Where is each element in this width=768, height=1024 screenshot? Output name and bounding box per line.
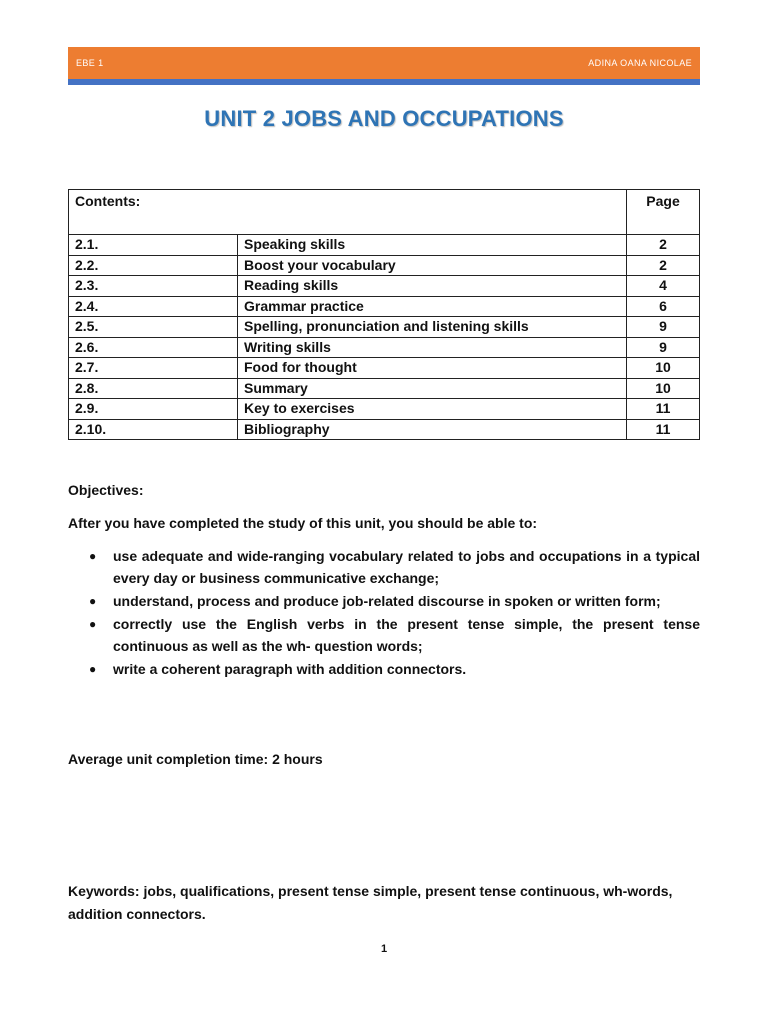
unit-title: UNIT 2 JOBS AND OCCUPATIONS bbox=[204, 106, 564, 131]
contents-label: Contents: bbox=[69, 190, 627, 235]
toc-title: Food for thought bbox=[238, 358, 627, 379]
toc-title: Grammar practice bbox=[238, 296, 627, 317]
toc-number: 2.10. bbox=[69, 419, 238, 440]
objective-text: correctly use the English verbs in the present tense simple, the present tense continuous as well as the wh- question words; bbox=[113, 616, 700, 654]
toc-page: 11 bbox=[627, 419, 700, 440]
objectives-intro: After you have completed the study of this unit, you should be able to: bbox=[68, 515, 538, 531]
toc-row bbox=[69, 317, 700, 338]
toc-number: 2.1. bbox=[69, 235, 238, 256]
objective-text: use adequate and wide-ranging vocabulary related to jobs and occupations in a typical every day or business communicative exchange; bbox=[113, 548, 700, 586]
page-number: 1 bbox=[380, 943, 388, 955]
toc-title: Spelling, pronunciation and listening skills bbox=[238, 317, 627, 338]
toc-row bbox=[69, 276, 700, 297]
toc-page: 2 bbox=[627, 235, 700, 256]
bullet-icon: ● bbox=[89, 549, 97, 563]
toc-page: 11 bbox=[627, 399, 700, 420]
objective-text: understand, process and produce job-related discourse in spoken or written form; bbox=[113, 593, 661, 609]
objective-item bbox=[68, 545, 700, 589]
objective-item bbox=[68, 613, 700, 657]
contents-table bbox=[68, 189, 700, 440]
header-band bbox=[68, 47, 700, 79]
contents-header-row bbox=[69, 190, 700, 235]
objectives-list bbox=[68, 545, 700, 681]
page-label: Page bbox=[627, 190, 700, 235]
toc-title: Speaking skills bbox=[238, 235, 627, 256]
completion-time: Average unit completion time: 2 hours bbox=[68, 751, 323, 767]
toc-number: 2.4. bbox=[69, 296, 238, 317]
header-left-text: EBE 1 bbox=[76, 58, 104, 68]
toc-page: 6 bbox=[627, 296, 700, 317]
toc-title: Bibliography bbox=[238, 419, 627, 440]
toc-page: 9 bbox=[627, 337, 700, 358]
toc-number: 2.7. bbox=[69, 358, 238, 379]
objective-item bbox=[68, 590, 700, 612]
header-rule bbox=[68, 79, 700, 85]
toc-title: Writing skills bbox=[238, 337, 627, 358]
toc-row bbox=[69, 358, 700, 379]
toc-number: 2.6. bbox=[69, 337, 238, 358]
toc-row bbox=[69, 337, 700, 358]
toc-number: 2.2. bbox=[69, 255, 238, 276]
toc-row bbox=[69, 235, 700, 256]
header-author: ADINA OANA NICOLAE bbox=[588, 58, 692, 68]
toc-number: 2.8. bbox=[69, 378, 238, 399]
toc-number: 2.5. bbox=[69, 317, 238, 338]
toc-page: 4 bbox=[627, 276, 700, 297]
toc-row bbox=[69, 419, 700, 440]
toc-page: 2 bbox=[627, 255, 700, 276]
toc-title: Reading skills bbox=[238, 276, 627, 297]
toc-title: Key to exercises bbox=[238, 399, 627, 420]
objective-text: write a coherent paragraph with addition connectors. bbox=[113, 661, 467, 677]
toc-page: 10 bbox=[627, 358, 700, 379]
bullet-icon: ● bbox=[89, 662, 97, 676]
toc-row bbox=[69, 378, 700, 399]
toc-row bbox=[69, 255, 700, 276]
objective-item bbox=[68, 658, 700, 680]
toc-title: Boost your vocabulary bbox=[238, 255, 627, 276]
bullet-icon: ● bbox=[89, 594, 97, 608]
toc-page: 10 bbox=[627, 378, 700, 399]
toc-row bbox=[69, 399, 700, 420]
keywords: Keywords: jobs, qualifications, present tense simple, present tense continuous, wh-words, addition connectors. bbox=[68, 883, 673, 922]
toc-title: Summary bbox=[238, 378, 627, 399]
toc-page: 9 bbox=[627, 317, 700, 338]
toc-row bbox=[69, 296, 700, 317]
objectives-heading: Objectives: bbox=[68, 482, 144, 498]
bullet-icon: ● bbox=[89, 617, 97, 631]
toc-number: 2.9. bbox=[69, 399, 238, 420]
toc-number: 2.3. bbox=[69, 276, 238, 297]
